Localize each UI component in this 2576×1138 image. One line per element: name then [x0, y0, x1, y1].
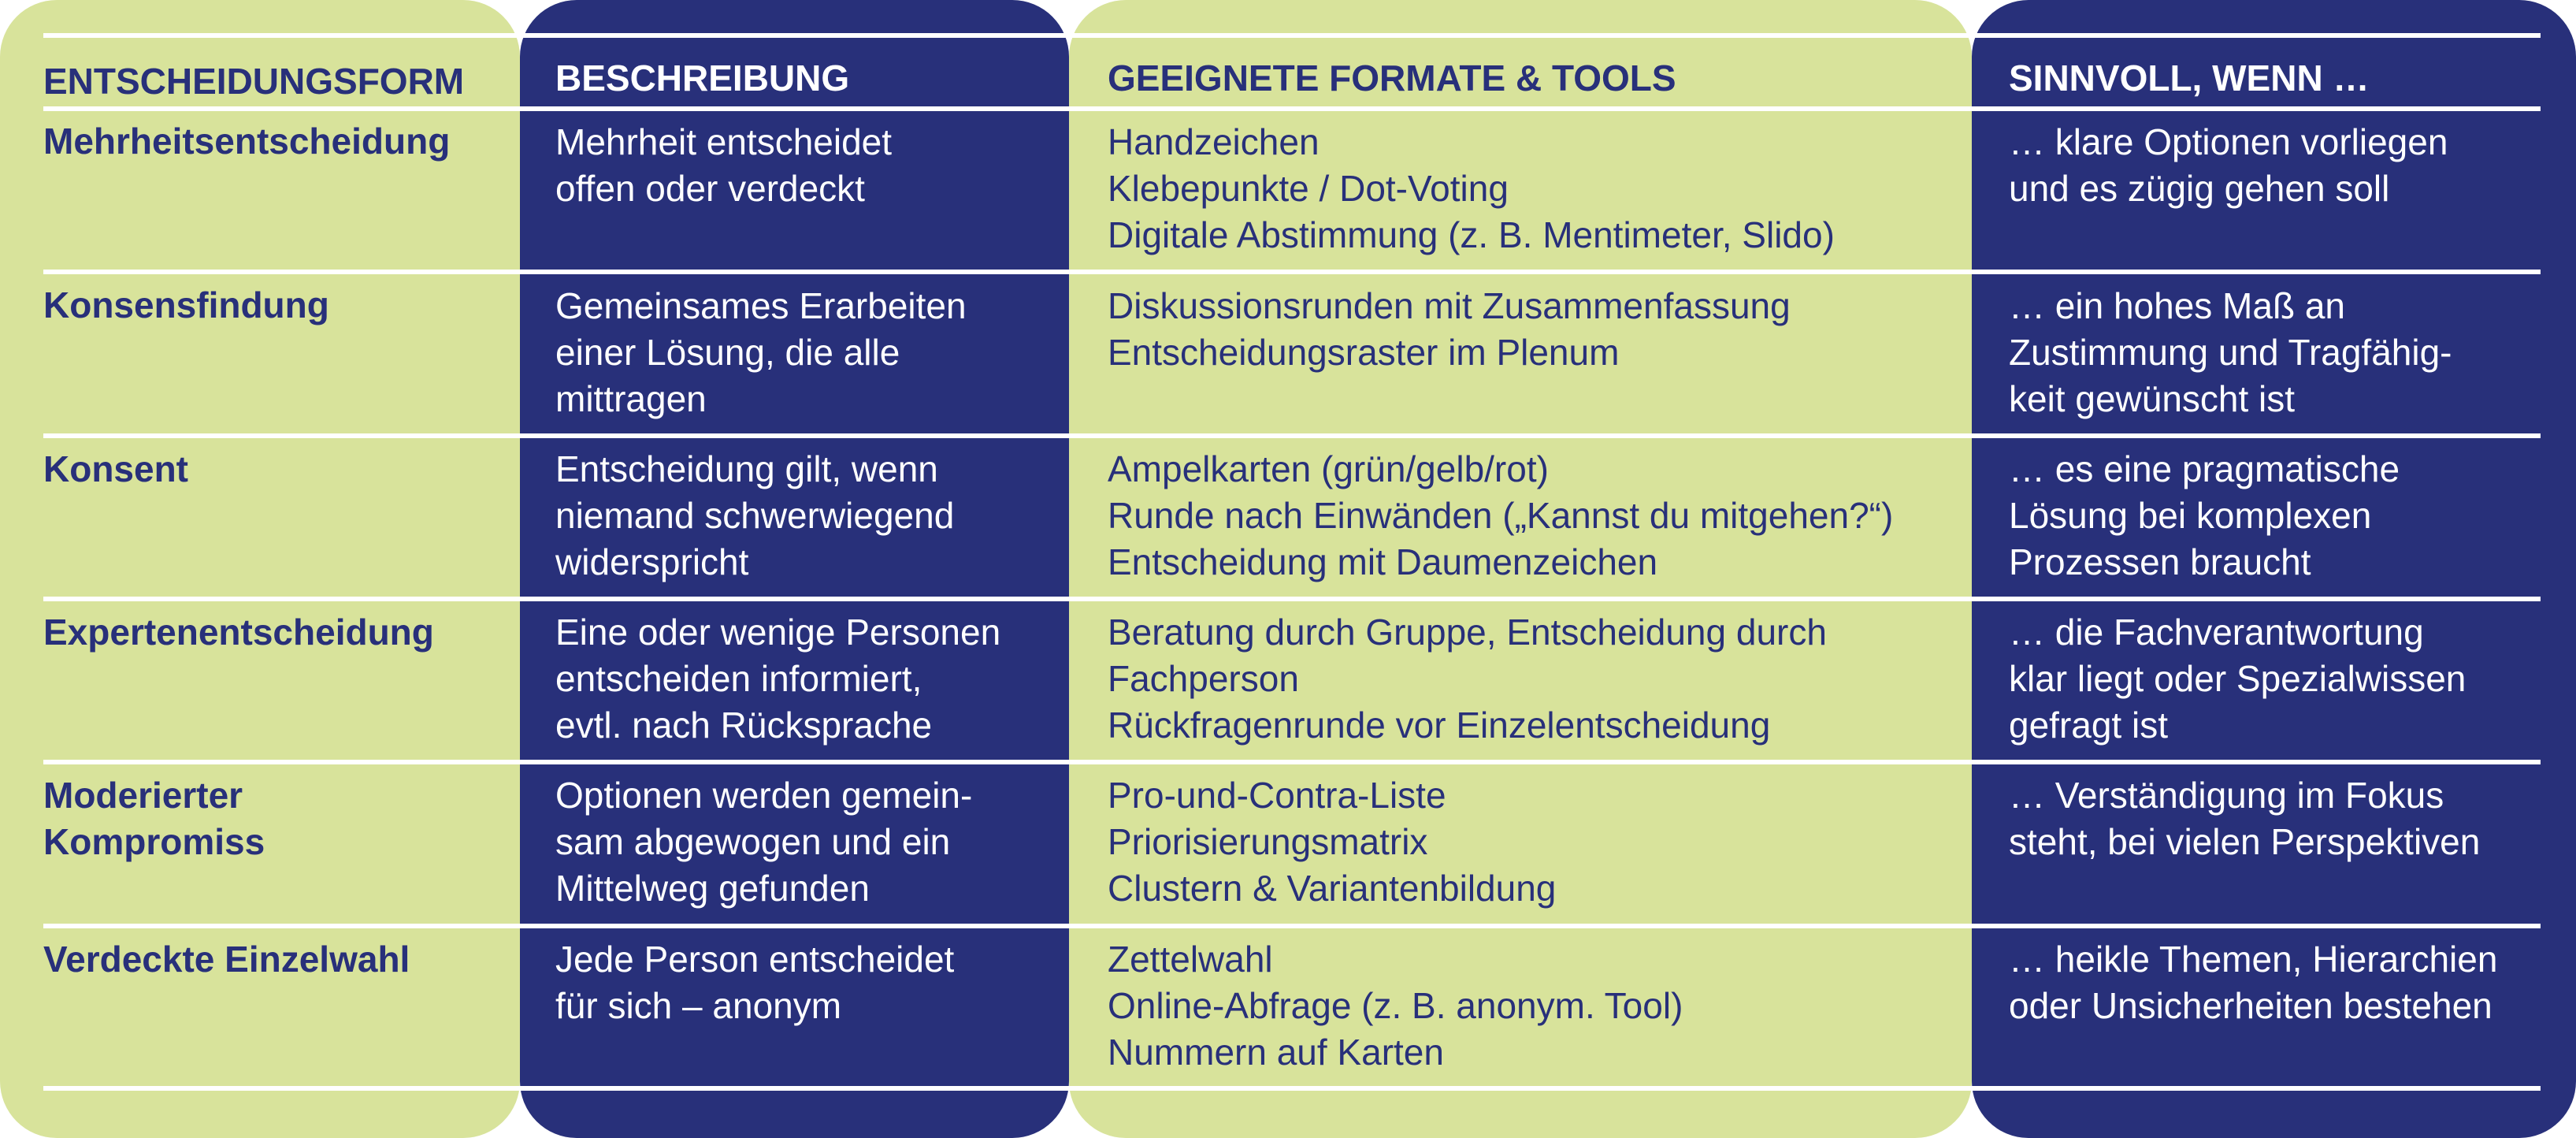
row-mehrheitsentscheidung-sinnvoll: … klare Optionen vorliegen und es zügig gehen soll	[2009, 121, 2448, 209]
row-mehrheitsentscheidung-beschreibung: Mehrheit entscheidet offen oder verdeckt	[555, 121, 893, 209]
header-entscheidungsform: ENTSCHEIDUNGSFORM	[43, 61, 465, 102]
row-einzelwahl-formate: Zettelwahl Online-Abfrage (z. B. anonym. Tool) Nummern auf Karten	[1108, 939, 1683, 1073]
divider-row-2	[43, 433, 2541, 438]
row-expertenentscheidung-form: Expertenentscheidung	[43, 612, 434, 653]
row-einzelwahl-beschreibung: Jede Person entscheidet für sich – anonym	[555, 939, 955, 1026]
row-einzelwahl-form: Verdeckte Einzelwahl	[43, 939, 410, 980]
row-expertenentscheidung-formate: Beratung durch Gruppe, Entscheidung durch Fachperson Rückfragenrunde vor Einzelentscheidung	[1108, 612, 1827, 746]
row-konsent-sinnvoll: … es eine pragmatische Lösung bei komplexen Prozessen braucht	[2009, 448, 2400, 582]
row-mehrheitsentscheidung-form: Mehrheitsentscheidung	[43, 121, 451, 162]
row-konsensfindung-formate: Diskussionsrunden mit Zusammenfassung Entscheidungsraster im Plenum	[1108, 285, 1791, 373]
row-kompromiss-formate: Pro-und-Contra-Liste Priorisierungsmatrix Clustern & Variantenbildung	[1108, 775, 1557, 909]
row-konsensfindung-sinnvoll: … ein hohes Maß an Zustimmung und Tragfähig- keit gewünscht ist	[2009, 285, 2452, 419]
divider-row-3	[43, 597, 2541, 601]
row-expertenentscheidung-sinnvoll: … die Fachverantwortung klar liegt oder Spezialwissen gefragt ist	[2009, 612, 2467, 746]
divider-row-4	[43, 760, 2541, 764]
row-kompromiss-sinnvoll: … Verständigung im Fokus steht, bei vielen Perspektiven	[2009, 775, 2481, 862]
divider-top	[43, 33, 2541, 38]
row-konsensfindung-form: Konsensfindung	[43, 284, 329, 325]
row-expertenentscheidung-beschreibung: Eine oder wenige Personen entscheiden informiert, evtl. nach Rücksprache	[555, 612, 1001, 746]
row-einzelwahl-sinnvoll: … heikle Themen, Hierarchien oder Unsicherheiten bestehen	[2009, 939, 2498, 1026]
header-formate-tools: GEEIGNETE FORMATE & TOOLS	[1108, 58, 1676, 99]
divider-row-1	[43, 270, 2541, 274]
divider-row-5	[43, 924, 2541, 928]
row-konsensfindung-beschreibung: Gemeinsames Erarbeiten einer Lösung, die alle mittragen	[555, 285, 967, 419]
header-sinnvoll-wenn: SINNVOLL, WENN …	[2009, 58, 2370, 99]
row-konsent-beschreibung: Entscheidung gilt, wenn niemand schwerwiegend widerspricht	[555, 448, 955, 582]
row-mehrheitsentscheidung-formate: Handzeichen Klebepunkte / Dot-Voting Digitale Abstimmung (z. B. Mentimeter, Slido)	[1108, 121, 1835, 255]
divider-bottom	[43, 1086, 2541, 1091]
row-kompromiss-form: Moderierter Kompromiss	[43, 775, 265, 862]
row-konsent-formate: Ampelkarten (grün/gelb/rot) Runde nach Einwänden („Kannst du mitgehen?“) Entscheidung mit Daumenzeichen	[1108, 448, 1894, 582]
row-kompromiss-beschreibung: Optionen werden gemein- sam abgewogen und ein Mittelweg gefunden	[555, 775, 973, 909]
row-konsent-form: Konsent	[43, 448, 188, 489]
divider-header	[43, 106, 2541, 111]
header-beschreibung: BESCHREIBUNG	[555, 58, 850, 99]
